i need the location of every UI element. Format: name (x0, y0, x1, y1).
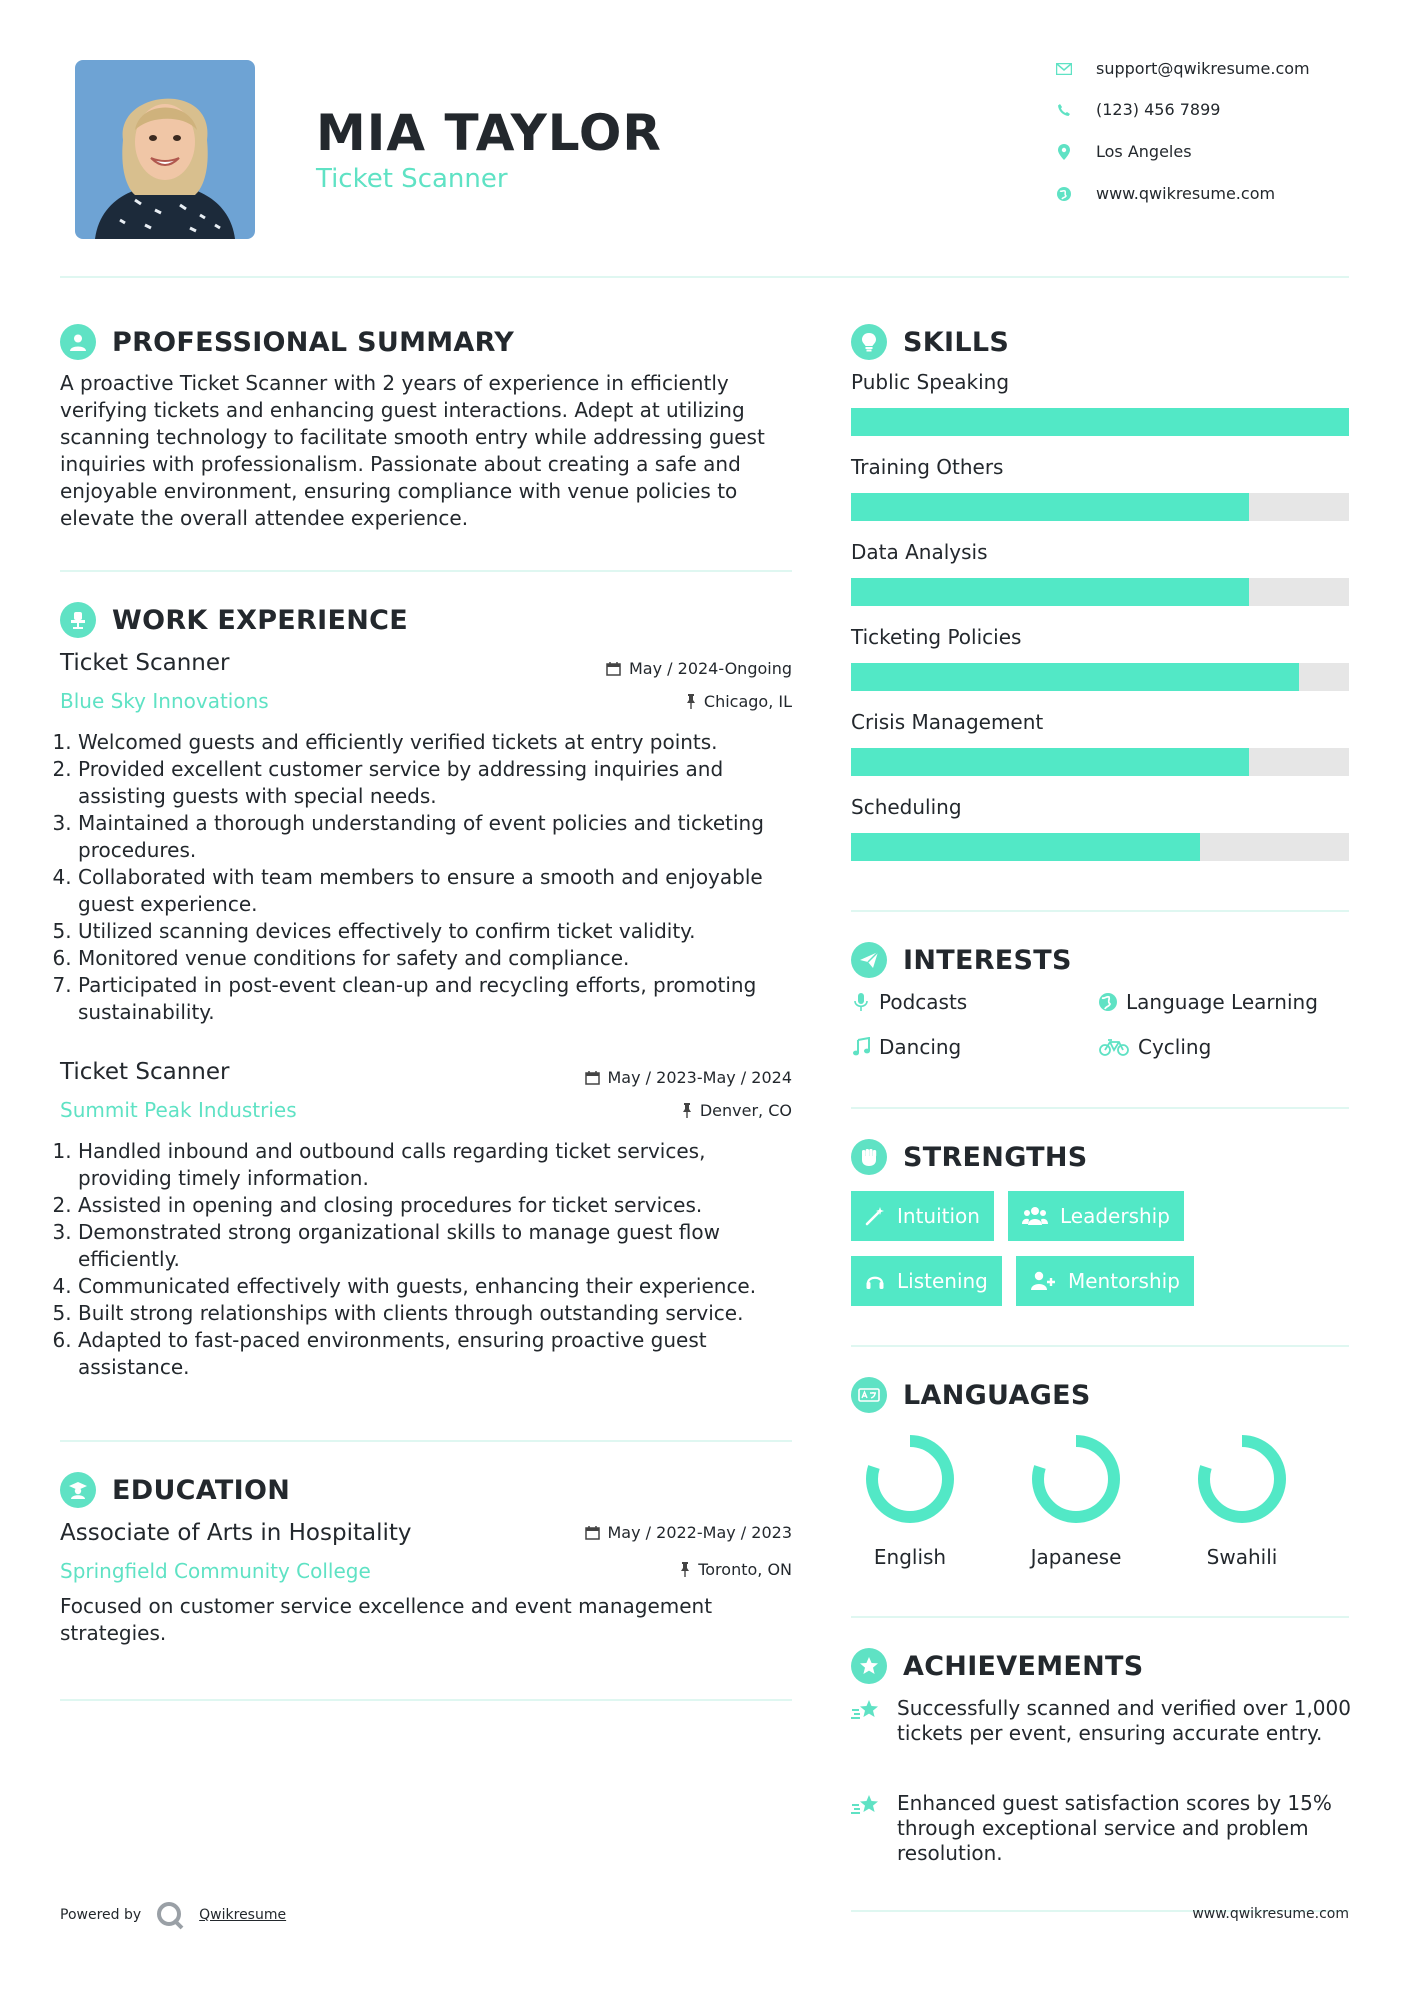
list-item: 7. Participated in post-event clean-up and recycling efforts, promoting sustainability. (78, 972, 795, 1026)
skill-label: Public Speaking (851, 370, 1010, 394)
achievement-item (851, 1791, 1351, 1866)
list-item: 1. Handled inbound and outbound calls regarding ticket services, providing timely information. (78, 1138, 795, 1192)
language-name: English (873, 1545, 947, 1569)
list-item: 2. Provided excellent customer service by addressing inquiries and assisting guests with special needs. (78, 756, 795, 810)
phone-icon (1056, 102, 1072, 118)
education-location-text: Toronto, ON (698, 1560, 792, 1579)
skills-divider (851, 910, 1349, 912)
envelope-icon (1056, 61, 1072, 77)
skill-bar-fill (851, 578, 1249, 606)
star-badge-icon (851, 1648, 887, 1684)
job-2-location-text: Denver, CO (699, 1101, 792, 1120)
interest-podcasts (851, 990, 967, 1014)
achievements-heading (851, 1648, 1144, 1684)
education-description: Focused on customer service excellence and event management strategies. (60, 1594, 713, 1645)
calendar-icon (585, 1070, 600, 1085)
shooting-star-icon (851, 1696, 881, 1746)
interests-heading-label: INTERESTS (903, 944, 1072, 976)
education-date-text: May / 2022-May / 2023 (607, 1523, 792, 1542)
education-heading-label: EDUCATION (112, 1474, 291, 1506)
chair-icon (60, 602, 96, 638)
contact-location-text: Los Angeles (1096, 142, 1192, 161)
job-1-bullets (60, 729, 795, 1026)
strengths-divider (851, 1345, 1349, 1347)
skill-bar (851, 663, 1349, 691)
list-item: 4. Collaborated with team members to ensure a smooth and enjoyable guest experience. (78, 864, 795, 918)
languages-divider (851, 1616, 1349, 1618)
contact-email-text: support@qwikresume.com (1096, 59, 1310, 78)
experience-heading-label: WORK EXPERIENCE (112, 604, 408, 636)
headphones-icon (865, 1271, 885, 1291)
language-icon (851, 1377, 887, 1413)
skill-bar-fill (851, 663, 1299, 691)
music-note-icon (851, 1037, 871, 1057)
achievement-text: Enhanced guest satisfaction scores by 15% through exceptional service and problem resolution. (897, 1791, 1332, 1865)
interest-language-learning (1098, 990, 1318, 1014)
pushpin-icon (686, 694, 696, 709)
contact-email[interactable] (1056, 59, 1356, 78)
achievement-text: Successfully scanned and verified over 1,000 tickets per event, ensuring accurate entry. (897, 1696, 1351, 1745)
list-item: 3. Demonstrated strong organizational skills to manage guest flow efficiently. (78, 1219, 795, 1273)
paper-plane-icon (851, 942, 887, 978)
education-location (492, 1560, 792, 1579)
interest-label: Podcasts (879, 990, 968, 1014)
interests-heading (851, 942, 1072, 978)
map-pin-icon (1056, 144, 1072, 160)
strengths-heading-label: STRENGTHS (903, 1141, 1088, 1173)
shooting-star-icon (851, 1791, 881, 1866)
list-item: 5. Utilized scanning devices effectively to confirm ticket validity. (78, 918, 795, 945)
skill-label: Training Others (851, 455, 1004, 479)
microphone-icon (851, 992, 871, 1012)
calendar-icon (606, 661, 621, 676)
list-item: 6. Monitored venue conditions for safety and compliance. (78, 945, 795, 972)
list-item: 2. Assisted in opening and closing procedures for ticket services. (78, 1192, 795, 1219)
summary-divider (60, 570, 792, 572)
language-name: Swahili (1206, 1545, 1278, 1569)
skill-bar (851, 408, 1349, 436)
skill-bar (851, 493, 1349, 521)
contact-phone-text: (123) 456 7899 (1096, 100, 1221, 119)
summary-heading (60, 324, 514, 360)
lightbulb-icon (851, 324, 887, 360)
list-item: 3. Maintained a thorough understanding of event policies and ticketing procedures. (78, 810, 795, 864)
job-1-date (492, 659, 792, 678)
contact-website-text: www.qwikresume.com (1096, 184, 1276, 203)
interest-dancing (851, 1035, 961, 1059)
skill-label: Crisis Management (851, 710, 1044, 734)
language-item (1006, 1431, 1146, 1569)
pushpin-icon (680, 1562, 690, 1577)
fist-icon (851, 1139, 887, 1175)
language-item (1172, 1431, 1312, 1569)
strength-label: Mentorship (1068, 1269, 1180, 1293)
skill-bar-fill (851, 408, 1349, 436)
language-ring-arc (1038, 1441, 1114, 1517)
interest-label: Dancing (879, 1035, 962, 1059)
education-date (492, 1523, 792, 1542)
language-name: Japanese (1030, 1545, 1122, 1569)
job-1-title: Ticket Scanner (60, 650, 230, 676)
education-school: Springfield Community College (60, 1559, 371, 1583)
strengths-heading (851, 1139, 1088, 1175)
user-plus-icon (1030, 1271, 1056, 1291)
language-ring (1028, 1431, 1124, 1527)
interest-label: Cycling (1138, 1035, 1212, 1059)
interests-divider (851, 1107, 1349, 1109)
footer-powered-by (60, 1900, 286, 1930)
job-2-bullets (60, 1138, 795, 1381)
list-item: 1. Welcomed guests and efficiently verified tickets at entry points. (78, 729, 795, 756)
skill-label: Data Analysis (851, 540, 988, 564)
languages-heading (851, 1377, 1091, 1413)
contact-location (1056, 142, 1356, 161)
interest-label: Language Learning (1126, 990, 1318, 1014)
language-ring-arc (1204, 1441, 1280, 1517)
education-heading (60, 1472, 290, 1508)
skill-label: Scheduling (851, 795, 962, 819)
job-2-company: Summit Peak Industries (60, 1098, 297, 1122)
job-1-location (492, 692, 792, 711)
user-icon (60, 324, 96, 360)
skill-bar-fill (851, 748, 1249, 776)
globe-icon (1098, 992, 1118, 1012)
job-1-date-text: May / 2024-Ongoing (629, 659, 792, 678)
candidate-title: Ticket Scanner (316, 164, 508, 194)
language-ring-arc (872, 1441, 948, 1517)
profile-photo (75, 60, 255, 239)
magic-wand-icon (865, 1206, 885, 1226)
experience-heading (60, 602, 408, 638)
powered-by-label: Powered by (60, 1907, 142, 1923)
job-1-company: Blue Sky Innovations (60, 689, 269, 713)
language-item (840, 1431, 980, 1569)
strength-leadership (1008, 1191, 1184, 1241)
qwikresume-logo-icon (155, 1900, 185, 1930)
contact-website[interactable] (1056, 184, 1356, 203)
globe-icon (1056, 186, 1072, 202)
skill-label: Ticketing Policies (851, 625, 1022, 649)
skill-bar (851, 578, 1349, 606)
users-icon (1022, 1206, 1048, 1226)
calendar-icon (585, 1525, 600, 1540)
summary-text: A proactive Ticket Scanner with 2 years of experience in efficiently verifying tickets and enhancing guest interactions. Adept at utilizing scanning technology to facilitate smooth entry while addressing guest inquiries with professionalism. Passionate about creating a safe and enjoyable environment, ensuring compliance with venue policies to elevate the overall attendee experience. (60, 371, 765, 530)
achievement-item (851, 1696, 1351, 1746)
graduate-icon (60, 1472, 96, 1508)
experience-divider (60, 1440, 792, 1442)
strength-mentorship (1016, 1256, 1194, 1306)
skill-bar (851, 833, 1349, 861)
interest-cycling (1098, 1035, 1211, 1059)
strength-label: Intuition (897, 1204, 980, 1228)
skill-bar-fill (851, 833, 1200, 861)
job-2-location (492, 1101, 792, 1120)
strength-listening (851, 1256, 1002, 1306)
contact-phone[interactable] (1056, 100, 1356, 119)
list-item: 5. Built strong relationships with clients through outstanding service. (78, 1300, 795, 1327)
job-2-date-text: May / 2023-May / 2024 (607, 1068, 792, 1087)
pushpin-icon (682, 1103, 692, 1118)
strength-label: Leadership (1060, 1204, 1170, 1228)
languages-heading-label: LANGUAGES (903, 1379, 1091, 1411)
qwikresume-link[interactable]: Qwikresume (199, 1907, 287, 1923)
education-divider (60, 1699, 792, 1701)
language-ring (862, 1431, 958, 1527)
job-2-title: Ticket Scanner (60, 1059, 230, 1085)
skill-bar (851, 748, 1349, 776)
candidate-name: MIA TAYLOR (316, 104, 662, 162)
list-item: 4. Communicated effectively with guests, enhancing their experience. (78, 1273, 795, 1300)
education-degree: Associate of Arts in Hospitality (60, 1520, 412, 1546)
job-2-date (492, 1068, 792, 1087)
footer-website[interactable]: www.qwikresume.com (1192, 1906, 1349, 1922)
header-divider (60, 276, 1349, 278)
skills-heading (851, 324, 1009, 360)
language-ring (1194, 1431, 1290, 1527)
strength-label: Listening (897, 1269, 988, 1293)
skill-bar-fill (851, 493, 1249, 521)
bicycle-icon (1098, 1038, 1130, 1056)
strength-intuition (851, 1191, 994, 1241)
list-item: 6. Adapted to fast-paced environments, ensuring proactive guest assistance. (78, 1327, 795, 1381)
achievements-heading-label: ACHIEVEMENTS (903, 1650, 1144, 1682)
summary-heading-label: PROFESSIONAL SUMMARY (112, 326, 515, 358)
job-1-location-text: Chicago, IL (703, 692, 792, 711)
skills-heading-label: SKILLS (903, 326, 1010, 358)
